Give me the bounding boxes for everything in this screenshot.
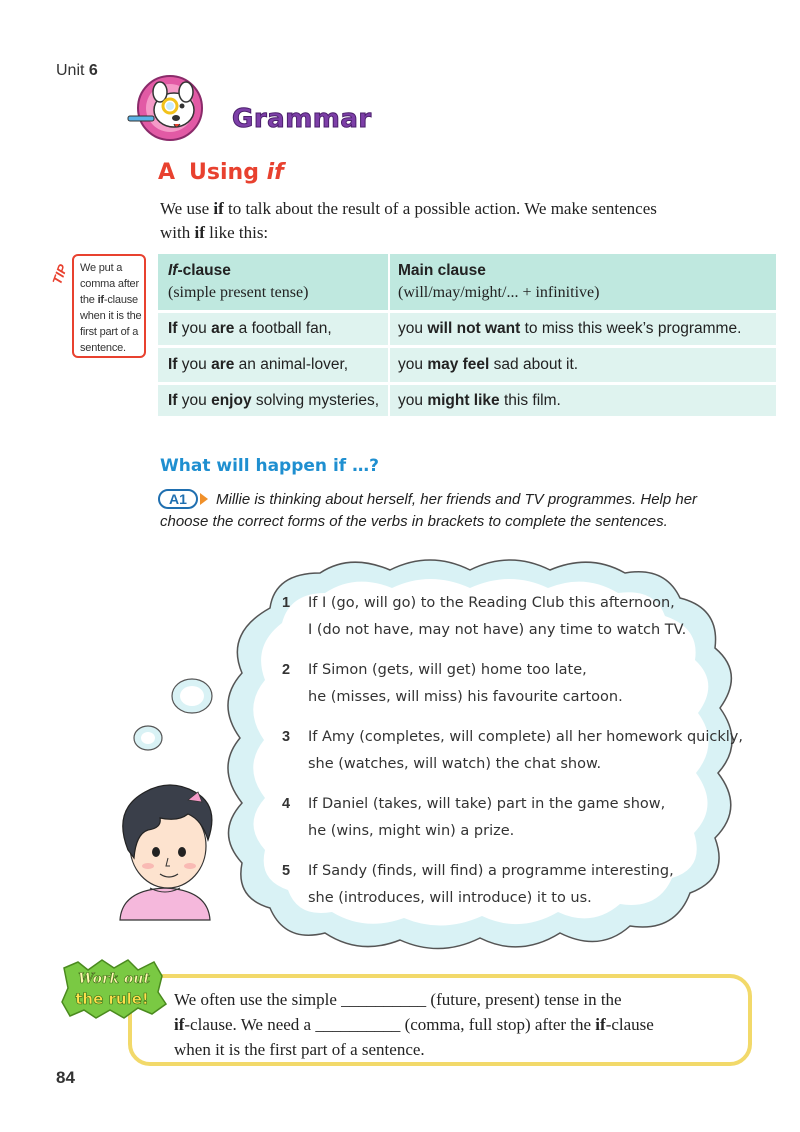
exercise-subheading: What will happen if …? — [160, 456, 379, 476]
col2-header: Main clause — [398, 262, 486, 279]
table-row: If you are a football fan, you will not want to miss this week’s programme. — [158, 313, 776, 345]
svg-text:the rule!: the rule! — [75, 990, 149, 1008]
item-number: 3 — [282, 729, 291, 745]
item-number: 4 — [282, 796, 291, 812]
a1-badge — [158, 489, 210, 509]
section-letter: A — [158, 160, 176, 185]
svg-text:Work out: Work out — [78, 971, 150, 987]
rule-line: We often use the simple __________ (future, present) tense in the — [174, 990, 622, 1009]
unit-label — [56, 62, 98, 80]
section-title: Grammar — [232, 104, 372, 134]
table-header-row — [158, 254, 776, 310]
section-a-heading — [158, 160, 284, 185]
section-a-title: Using — [189, 160, 259, 185]
if-clause-table — [158, 254, 776, 416]
item-line: If Daniel (takes, will take) part in the game show, — [308, 796, 666, 812]
work-out-rule-badge — [58, 958, 168, 1020]
unit-text: Unit — [56, 62, 85, 79]
item-number: 1 — [282, 595, 291, 611]
item-line: she (watches, will watch) the chat show. — [308, 756, 602, 772]
item-line: he (wins, might win) a prize. — [308, 823, 515, 839]
item-line: If Sandy (finds, will find) a programme interesting, — [308, 863, 674, 879]
item-line: she (introduces, will introduce) it to us. — [308, 890, 592, 906]
unit-number: 6 — [88, 62, 98, 79]
girl-illustration — [90, 770, 240, 920]
rule-line: when it is the first part of a sentence. — [174, 1040, 425, 1059]
intro-paragraph: We use if to talk about the result of a possible action. We make sentences with if like this: — [160, 199, 657, 242]
grammar-mascot-icon — [124, 70, 224, 146]
col1-header: If-clause — [168, 262, 231, 279]
table-row: If you are an animal-lover, you may feel sad about it. — [158, 348, 776, 382]
tip-text: We put a comma after the if-clause when it is the first part of a sentence. — [80, 262, 142, 354]
item-line: If Amy (completes, will complete) all her homework quickly, — [308, 729, 743, 745]
exercise-instruction-line2: choose the correct forms of the verbs in brackets to complete the sentences. — [160, 513, 668, 530]
svg-text:TIP: TIP — [49, 262, 71, 287]
section-a-title-italic: if — [266, 160, 284, 185]
item-number: 5 — [282, 863, 291, 879]
page-number: 84 — [56, 1068, 75, 1087]
item-line: I (do not have, may not have) any time to watch TV. — [308, 622, 687, 638]
col2-subheader: (will/may/might/... + infinitive) — [398, 284, 600, 301]
svg-text:A1: A1 — [169, 491, 187, 507]
item-line: If I (go, will go) to the Reading Club this afternoon, — [308, 595, 675, 611]
item-line: he (misses, will miss) his favourite cartoon. — [308, 689, 623, 705]
col1-subheader: (simple present tense) — [168, 284, 309, 301]
tip-label — [49, 256, 74, 292]
exercise-instruction-line1: Millie is thinking about herself, her friends and TV programmes. Help her — [216, 491, 698, 508]
table-row: If you enjoy solving mysteries, you might like this film. — [158, 385, 776, 416]
rule-text — [174, 987, 744, 1062]
item-number: 2 — [282, 662, 291, 678]
table-divider — [388, 254, 390, 416]
rule-line: if-clause. We need a __________ (comma, full stop) after the if-clause — [174, 1015, 654, 1034]
item-line: If Simon (gets, will get) home too late, — [308, 662, 587, 678]
